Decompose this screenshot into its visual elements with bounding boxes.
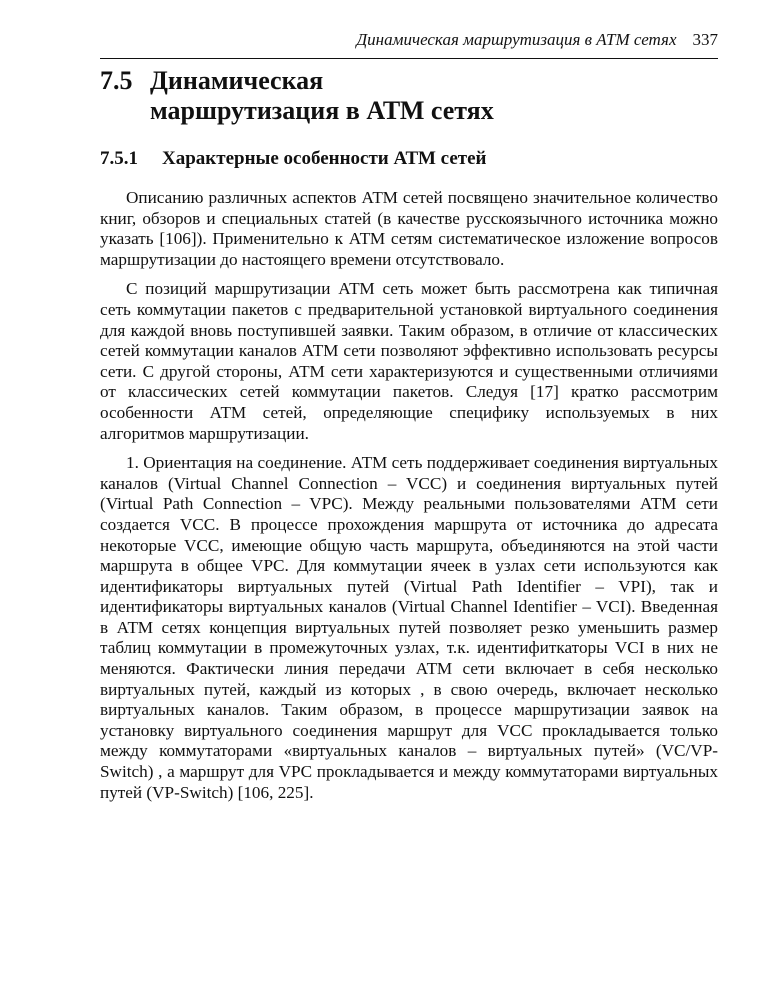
- running-header: [100, 30, 718, 59]
- section-heading: [100, 66, 718, 126]
- paragraph-intro: Описанию различных аспектов АТМ сетей посвящено значительное количество книг, обзоров и специальных статей (в качестве русскоязычного источника можно указать [106]). Применительно к АТМ сетям систематическое изложение вопросов маршрутизации до настоящего времени отсутствовало.: [100, 188, 718, 269]
- subsection-heading: [100, 148, 718, 170]
- page-number: 337: [692, 30, 718, 49]
- body-text: [100, 188, 718, 812]
- section-number: 7.5: [100, 66, 133, 95]
- subsection-title: Характерные особенности АТМ сетей: [162, 148, 487, 169]
- paragraph-routing: С позиций маршрутизации АТМ сеть может быть рассмотрена как типичная сеть коммутации пакетов с предварительной установкой виртуального соединения для каждой вновь поступившей заявки. Таким образом, в отличие от классических сетей коммутации каналов АТМ сети позволяют эффективно использовать ресурсы сети. С другой стороны, АТМ сети характеризуются и существенными отличиями от классических сетей коммутации пакетов. Следуя [17] кратко рассмотрим особенности АТМ сетей, определяющие специфику используемых в них алгоритмов маршрутизации.: [100, 279, 718, 443]
- section-title: Динамическая маршрутизация в АТМ сетях: [150, 66, 494, 125]
- subsection-number: 7.5.1: [100, 148, 138, 169]
- paragraph-connection-orientation: 1. Ориентация на соединение. АТМ сеть поддерживает соединения виртуальных каналов (Virtual Channel Connection – VCC) и соединения виртуальных путей (Virtual Path Connection – VPC). Между реальными пользователями АТМ сети создается VCC. В процессе прохождения маршрута от источника до адресата некоторые VCC, имеющие общую часть маршрута, объединяются на этой части маршрута в общее VPC. Для коммутации ячеек в узлах сети используются как идентификаторы виртуальных путей (Virtual Path Identifier – VPI), так и идентификаторы виртуальных каналов (Virtual Channel Identifier – VCI). Введенная в АТМ сетях концепция виртуальных путей позволяет резко уменьшить размер таблиц коммутации в промежуточных узлах, т.к. идентифиткаторы VCI в них не меняются. Фактически линия передачи АТМ сети включает в себя несколько виртуальных путей, каждый из которых , в свою очередь, включает несколько виртуальных каналов. Таким образом, в процессе маршрутизации заявок на установку виртуального соединения маршрут для VCC прокладывается только между коммутаторами «виртуальных каналов – виртуальных путей» (VC/VP-Switch) , а маршрут для VPC прокладывается и между коммутаторами виртуальных путей (VP-Switch) [106, 225].: [100, 453, 718, 802]
- running-title: Динамическая маршрутизация в АТМ сетях: [356, 30, 677, 49]
